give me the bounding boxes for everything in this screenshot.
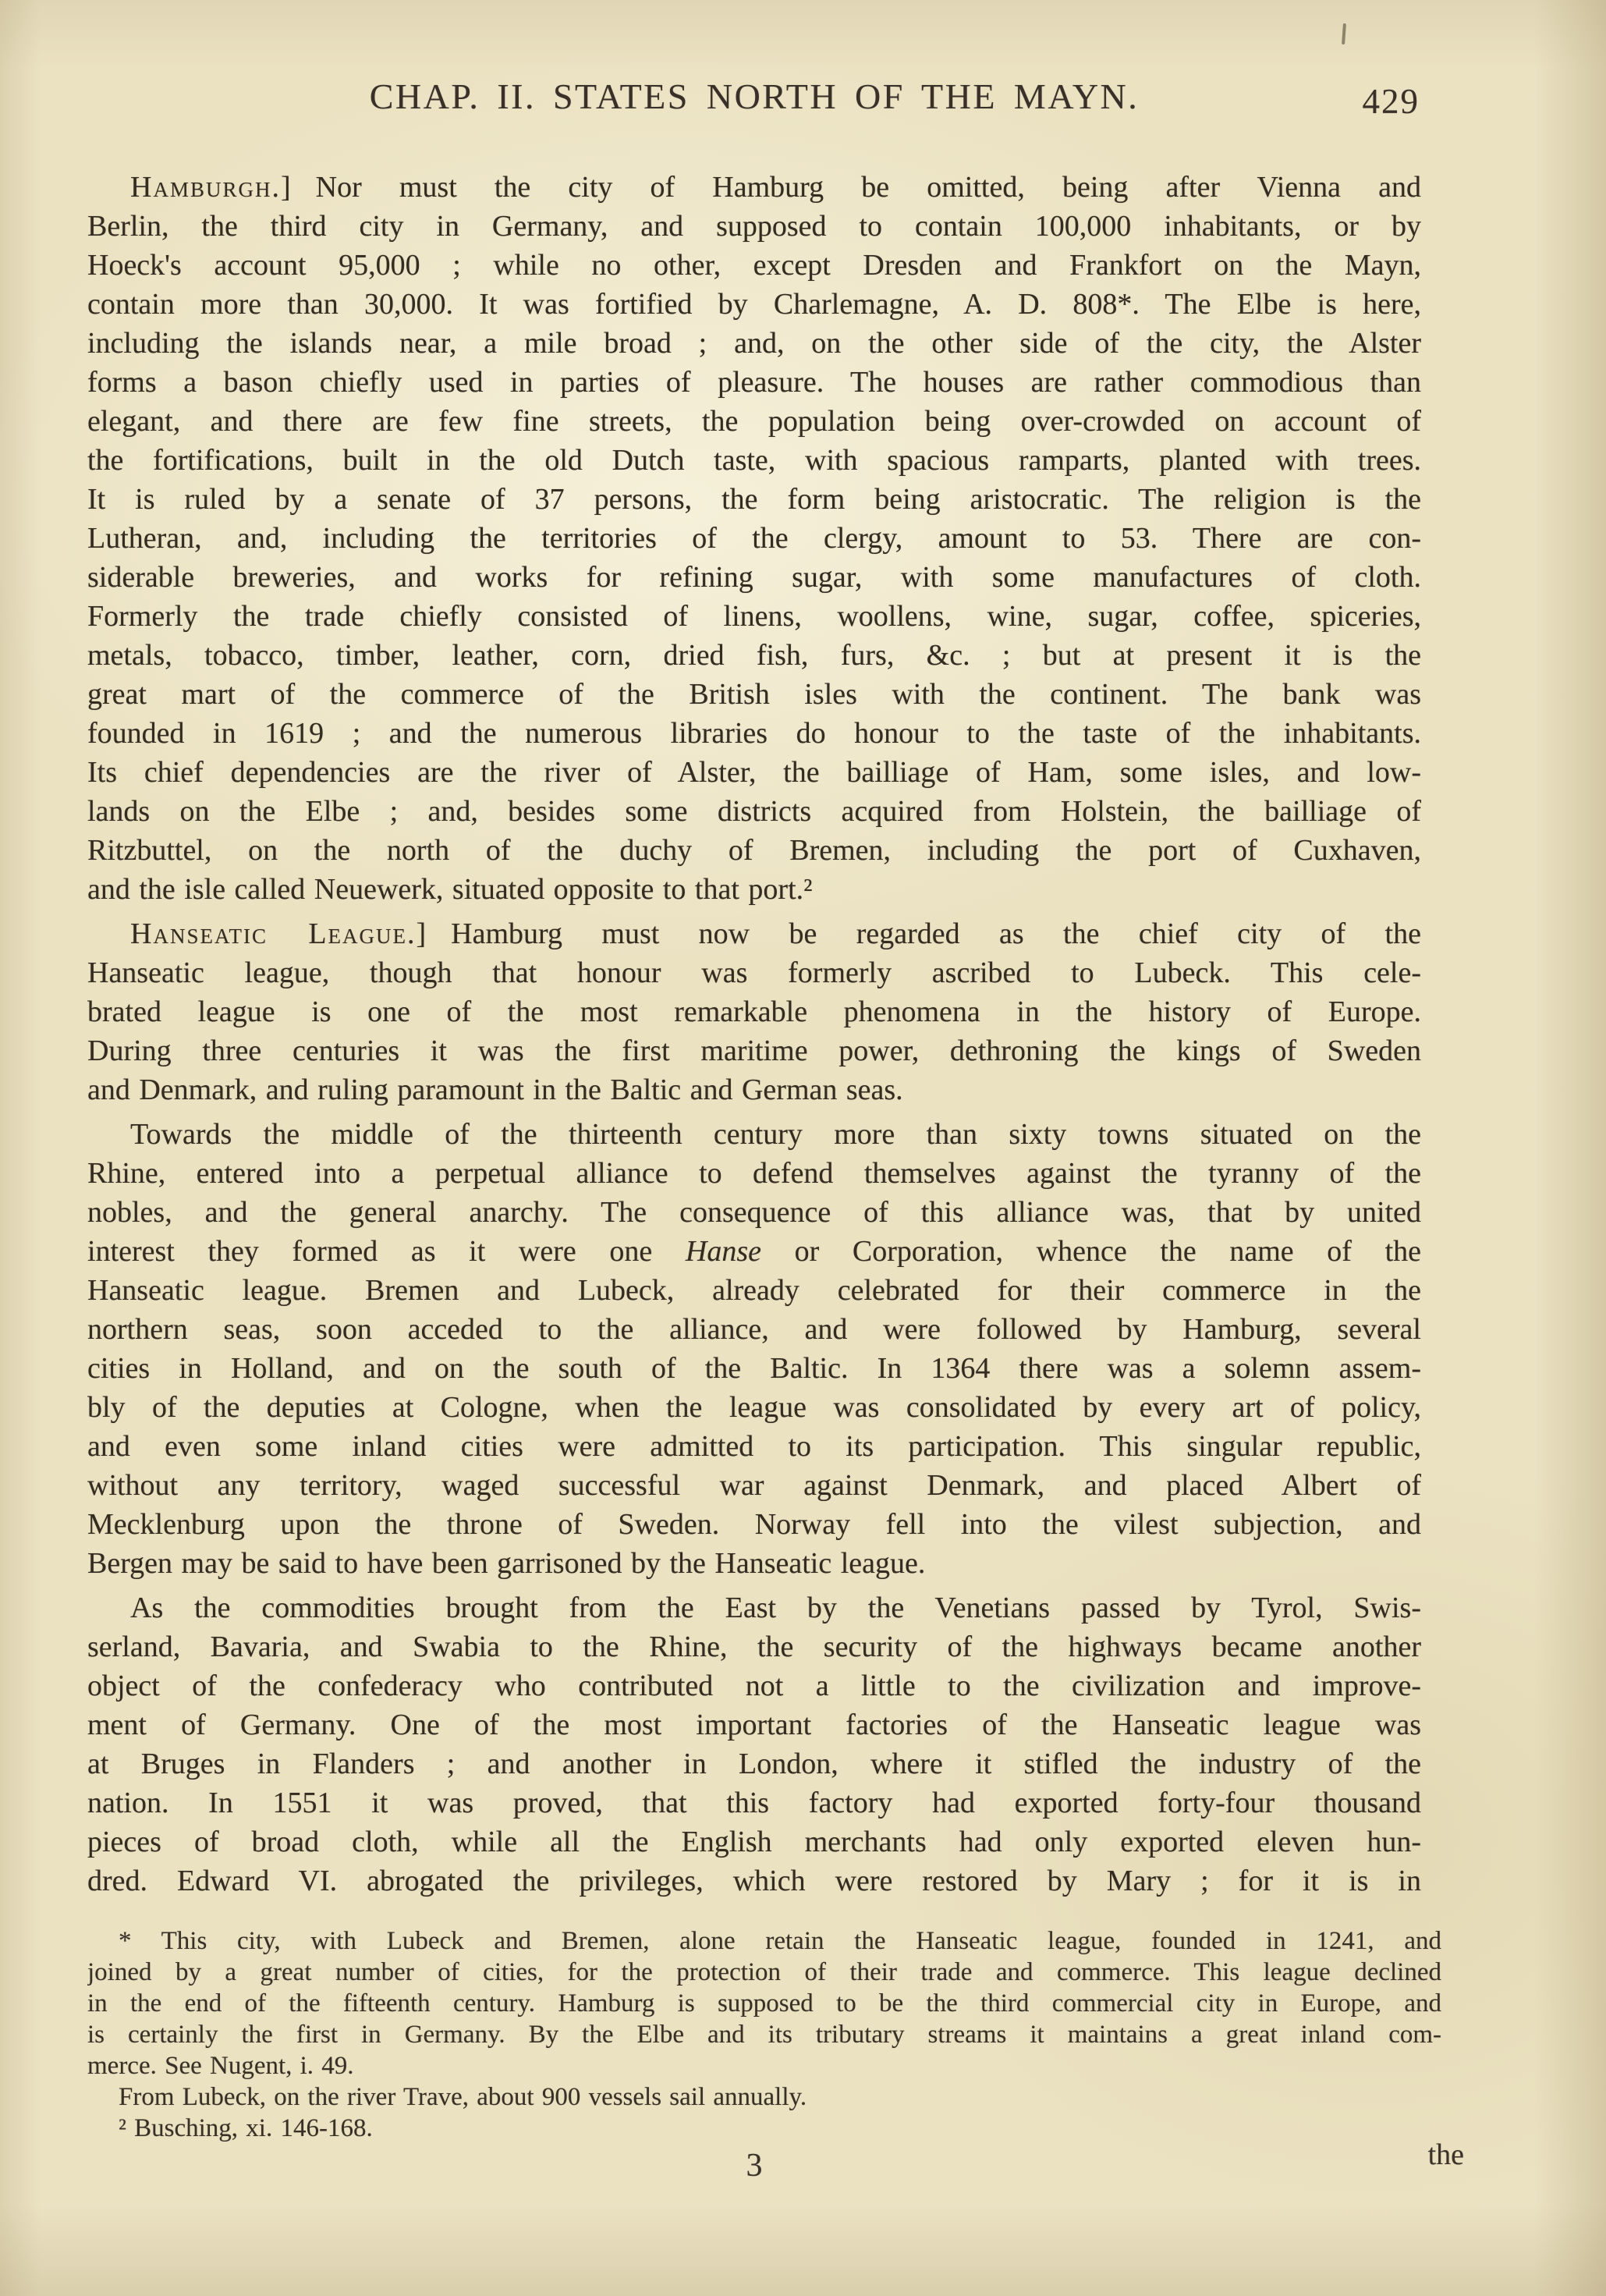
paragraph <box>87 1925 1441 2081</box>
text-line: object of the confederacy who contributed not a little to the civilization and improve- <box>87 1670 1421 1702</box>
text-line: in the end of the fifteenth century. Hamburg is supposed to be the third commercial city in Europe, and <box>87 1989 1441 2017</box>
text-line: elegant, and there are few fine streets, the population being over-crowded on account of <box>87 405 1421 438</box>
text-line <box>87 1588 1421 1627</box>
signature-mark: 3 <box>746 2148 763 2184</box>
text-line: forms a bason chiefly used in parties of pleasure. The houses are rather commodious than <box>87 366 1421 399</box>
section-lead: Hanseatic League.] <box>130 917 428 950</box>
text-run: Nor must the city of Hamburg be omitted, being after Vienna and <box>315 171 1421 204</box>
text-run: ² Busching, xi. 146-168. <box>119 2114 373 2142</box>
text-line: and the isle called Neuewerk, situated opposite to that port.² <box>87 873 813 906</box>
text-line: without any territory, waged successful war against Denmark, and placed Albert of <box>87 1469 1421 1502</box>
text-line: Lutheran, and, including the territories of the clergy, amount to 53. There are con- <box>87 522 1421 555</box>
text-line: joined by a great number of cities, for the protection of their trade and commerce. This league declined <box>87 1958 1441 1986</box>
text-run: Towards the middle of the thirteenth century more than sixty towns situated on the <box>130 1118 1421 1151</box>
text-line: Bergen may be said to have been garrisoned by the Hanseatic league. <box>87 1547 926 1580</box>
chapter-title: CHAP. II. STATES NORTH OF THE MAYN. <box>369 76 1140 116</box>
text-line <box>87 2081 1441 2113</box>
text-line: and Denmark, and ruling paramount in the Baltic and German seas. <box>87 1073 903 1106</box>
text-run: * This city, with Lubeck and Bremen, alone retain the Hanseatic league, founded in 1241, and <box>119 1927 1441 1955</box>
text-line: ment of Germany. One of the most important factories of the Hanseatic league was <box>87 1709 1421 1741</box>
text-line: Mecklenburg upon the throne of Sweden. Norway fell into the vilest subjection, and <box>87 1508 1421 1541</box>
text-line: metals, tobacco, timber, leather, corn, dried fish, furs, &c. ; but at present it is the <box>87 639 1421 672</box>
catchword: the <box>1427 2138 1464 2171</box>
text-line: dred. Edward VI. abrogated the privileges, which were restored by Mary ; for it is in <box>87 1865 1421 1897</box>
scan-speck <box>1342 23 1346 44</box>
text-line: cities in Holland, and on the south of the Baltic. In 1364 there was a solemn assem- <box>87 1352 1421 1385</box>
section-lead: Hamburgh.] <box>130 171 292 204</box>
text-line: pieces of broad cloth, while all the English merchants had only exported eleven hun- <box>87 1826 1421 1858</box>
text-line: contain more than 30,000. It was fortified by Charlemagne, A. D. 808*. The Elbe is here, <box>87 288 1421 321</box>
text-line: During three centuries it was the first maritime power, dethroning the kings of Sweden <box>87 1034 1421 1067</box>
page-header <box>87 72 1421 126</box>
text-line: Formerly the trade chiefly consisted of linens, woollens, wine, sugar, coffee, spiceries, <box>87 600 1421 633</box>
text-line: Ritzbuttel, on the north of the duchy of Bremen, including the port of Cuxhaven, <box>87 834 1421 867</box>
paragraph <box>87 1115 1421 1583</box>
text-line: the fortifications, built in the old Dutch taste, with spacious ramparts, planted with trees. <box>87 444 1421 477</box>
paragraph <box>87 168 1421 909</box>
paragraph <box>87 2081 1441 2113</box>
paragraph <box>87 914 1421 1109</box>
text-line: Rhine, entered into a perpetual alliance to defend themselves against the tyranny of the <box>87 1157 1421 1190</box>
page-number: 429 <box>1362 82 1420 121</box>
footnotes <box>87 1925 1441 2144</box>
text-run: As the commodities brought from the East by the Venetians passed by Tyrol, Swis- <box>130 1592 1421 1624</box>
text-line: great mart of the commerce of the British isles with the continent. The bank was <box>87 678 1421 711</box>
text-line: serland, Bavaria, and Swabia to the Rhine, the security of the highways became another <box>87 1631 1421 1663</box>
text-line: is certainly the first in Germany. By the Elbe and its tributary streams it maintains a great inland com- <box>87 2021 1441 2049</box>
text-line <box>87 1115 1421 1154</box>
text-line <box>87 2113 1441 2144</box>
text-line: founded in 1619 ; and the numerous libraries do honour to the taste of the inhabitants. <box>87 717 1421 750</box>
text-line: Hoeck's account 95,000 ; while no other, except Dresden and Frankfort on the Mayn, <box>87 249 1421 282</box>
text-line: at Bruges in Flanders ; and another in London, where it stifled the industry of the <box>87 1748 1421 1780</box>
text-line: lands on the Elbe ; and, besides some districts acquired from Holstein, the bailliage of <box>87 795 1421 828</box>
text-line <box>87 914 1421 953</box>
text-line <box>87 168 1421 207</box>
text-line: including the islands near, a mile broad ; and, on the other side of the city, the Alster <box>87 327 1421 360</box>
text-run: Hamburg must now be regarded as the chief city of the <box>451 917 1421 950</box>
main-text <box>87 168 1421 1900</box>
text-line: northern seas, soon acceded to the alliance, and were followed by Hamburg, several <box>87 1313 1421 1346</box>
text-line: bly of the deputies at Cologne, when the league was consolidated by every art of policy, <box>87 1391 1421 1424</box>
text-line: nobles, and the general anarchy. The consequence of this alliance was, that by united <box>87 1196 1421 1229</box>
text-line: siderable breweries, and works for refining sugar, with some manufactures of cloth. <box>87 561 1421 594</box>
text-line: interest they formed as it were one Hanse or Corporation, whence the name of the <box>87 1235 1421 1268</box>
text-line: Its chief dependencies are the river of Alster, the bailliage of Ham, some isles, and low- <box>87 756 1421 789</box>
text-line: Hanseatic league. Bremen and Lubeck, already celebrated for their commerce in the <box>87 1274 1421 1307</box>
text-line: Hanseatic league, though that honour was formerly ascribed to Lubeck. This cele- <box>87 956 1421 989</box>
italic-term: Hanse <box>685 1235 761 1268</box>
text-line <box>87 1925 1441 1957</box>
text-line: brated league is one of the most remarkable phenomena in the history of Europe. <box>87 995 1421 1028</box>
paragraph <box>87 1588 1421 1900</box>
text-line: Berlin, the third city in Germany, and supposed to contain 100,000 inhabitants, or by <box>87 210 1421 243</box>
text-line: and even some inland cities were admitted to its participation. This singular republic, <box>87 1430 1421 1463</box>
paragraph <box>87 2113 1441 2144</box>
text-line: merce. See Nugent, i. 49. <box>87 2052 354 2080</box>
text-line: nation. In 1551 it was proved, that this factory had exported forty-four thousand <box>87 1787 1421 1819</box>
text-run: From Lubeck, on the river Trave, about 900 vessels sail annually. <box>119 2083 807 2111</box>
text-line: It is ruled by a senate of 37 persons, the form being aristocratic. The religion is the <box>87 483 1421 516</box>
